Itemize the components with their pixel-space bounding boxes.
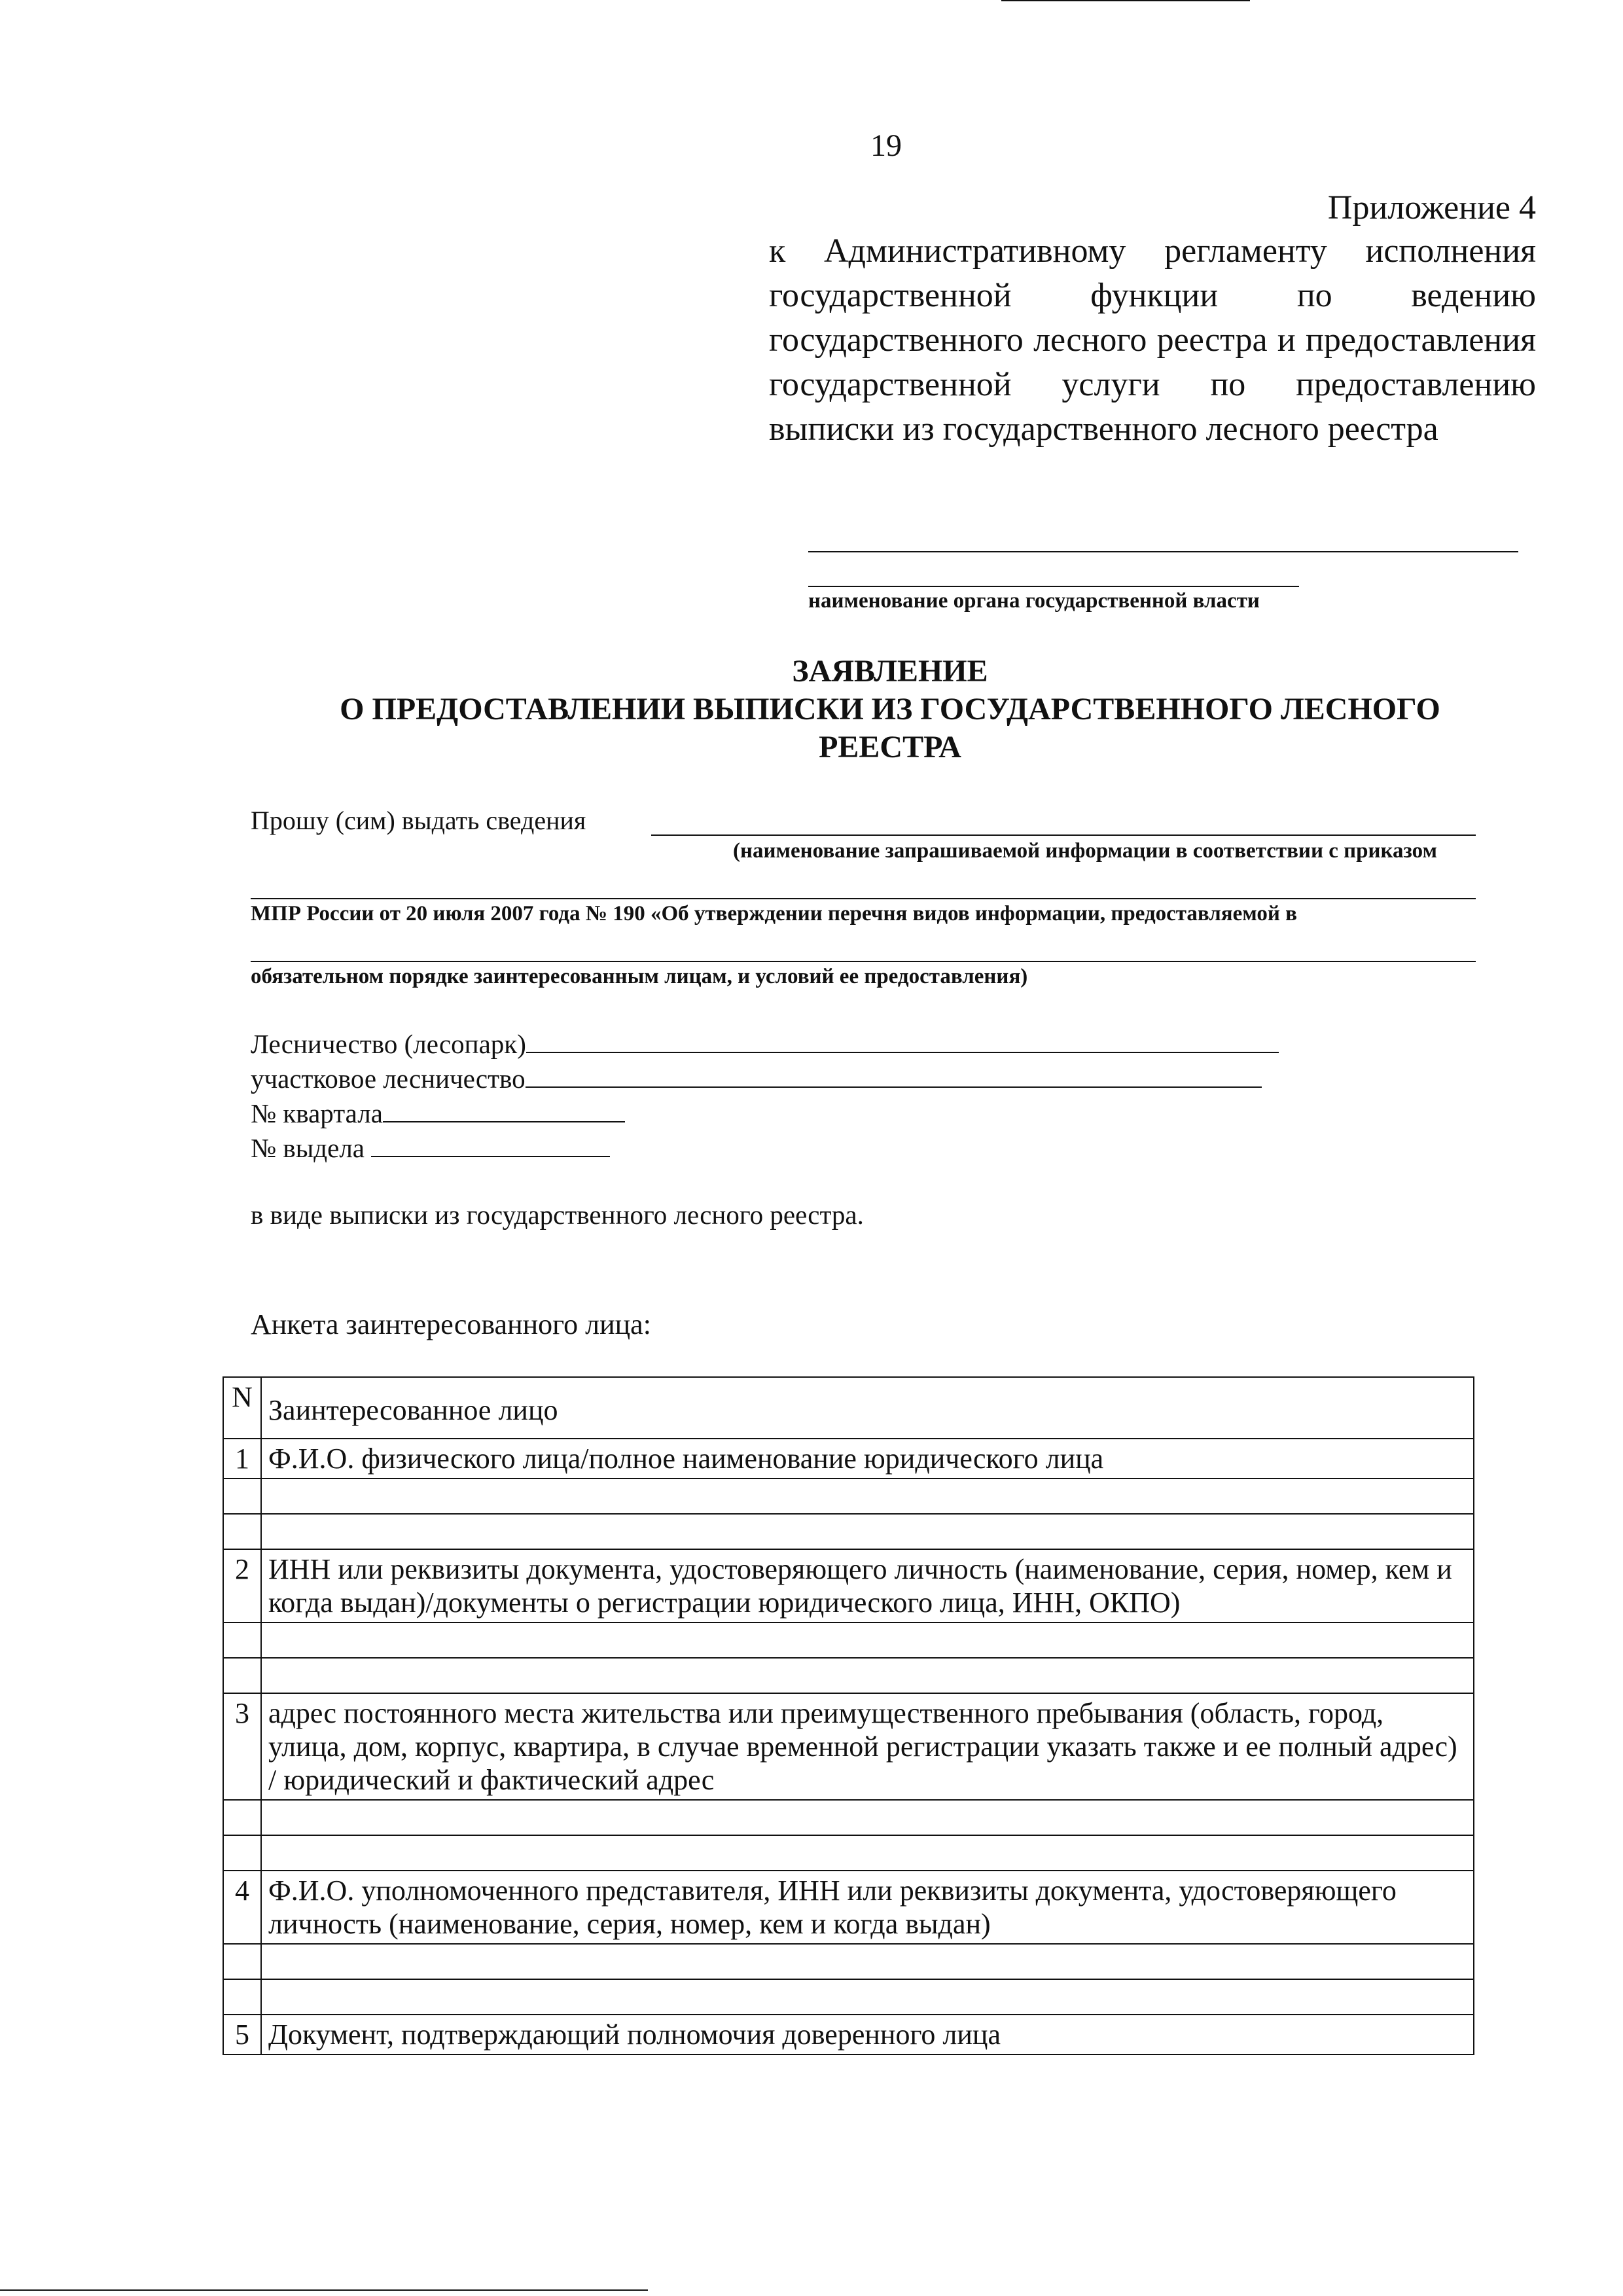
page-number: 19 [870, 128, 902, 163]
document-title-line2: О ПРЕДОСТАВЛЕНИИ ВЫПИСКИ ИЗ ГОСУДАРСТВЕННОГО ЛЕСНОГО [340, 692, 1440, 726]
row-text: Ф.И.О. уполномоченного представителя, ИНН или реквизиты документа, удостоверяющего личность (наименование, серия, номер, кем и когда выдан) [261, 1871, 1474, 1944]
statement-text: в виде выписки из государственного лесного реестра. [251, 1200, 864, 1230]
quarter-label: № квартала [251, 1098, 383, 1128]
table-row [223, 2015, 1474, 2054]
answer-row[interactable] [223, 1623, 1474, 1658]
questionnaire-table [223, 1376, 1474, 2055]
table-row [223, 1549, 1474, 1623]
row-num: 5 [223, 2015, 261, 2054]
table-row [223, 1439, 1474, 1479]
appendix-body: к Административному регламенту исполнения государственной функции по ведению государственного лесного реестра и предоставления государственной услуги по предоставлению выписки из государственного лесного реестра [769, 232, 1536, 448]
allotment-input-line[interactable] [371, 1130, 610, 1157]
authority-caption: наименование органа государственной власти [808, 589, 1260, 613]
request-line-3 [251, 961, 1476, 962]
scan-artifact-line [1001, 0, 1250, 1]
table-row [223, 1871, 1474, 1944]
answer-row[interactable] [223, 1658, 1474, 1693]
table-row [223, 1693, 1474, 1800]
row-num: 3 [223, 1693, 261, 1800]
district-forestry-input-line[interactable] [526, 1060, 1262, 1088]
row-text: ИНН или реквизиты документа, удостоверяющего личность (наименование, серия, номер, кем и когда выдан)/документы о регистрации юридического лица, ИНН, ОКПО) [261, 1549, 1474, 1623]
answer-row[interactable] [223, 1979, 1474, 2015]
forestry-label: Лесничество (лесопарк) [251, 1029, 526, 1059]
request-line-1 [651, 834, 1476, 836]
allotment-field [251, 1130, 610, 1164]
request-label: Прошу (сим) выдать сведения [251, 806, 586, 835]
answer-row[interactable] [223, 1800, 1474, 1835]
answer-row[interactable] [223, 1944, 1474, 1979]
district-forestry-label: участковое лесничество [251, 1064, 526, 1094]
row-text: Документ, подтверждающий полномочия доверенного лица [261, 2015, 1474, 2054]
answer-row[interactable] [223, 1514, 1474, 1549]
document-title-line1: ЗАЯВЛЕНИЕ [792, 654, 988, 689]
authority-line-2 [808, 586, 1299, 587]
forestry-field [251, 1026, 1279, 1060]
request-line-2 [251, 898, 1476, 899]
row-num: 1 [223, 1439, 261, 1479]
table-header-row [223, 1377, 1474, 1439]
authority-line-1 [808, 551, 1518, 552]
questionnaire-heading: Анкета заинтересованного лица: [251, 1308, 651, 1340]
row-text: Ф.И.О. физического лица/полное наименование юридического лица [261, 1439, 1474, 1479]
scan-artifact-line-bottom [0, 2289, 648, 2291]
request-caption-2: МПР России от 20 июля 2007 года № 190 «Об утверждении перечня видов информации, предоставляемой в [251, 902, 1297, 925]
district-forestry-field [251, 1060, 1262, 1094]
answer-row[interactable] [223, 1479, 1474, 1514]
col-name-header: Заинтересованное лицо [261, 1377, 1474, 1439]
document-title-line3: РЕЕСТРА [819, 730, 961, 764]
row-num: 2 [223, 1549, 261, 1623]
allotment-label: № выдела [251, 1133, 365, 1163]
appendix-title: Приложение 4 [1327, 189, 1536, 226]
forestry-input-line[interactable] [526, 1026, 1279, 1053]
quarter-field [251, 1095, 625, 1129]
row-num: 4 [223, 1871, 261, 1944]
col-num-header: N [223, 1377, 261, 1439]
answer-row[interactable] [223, 1835, 1474, 1871]
row-text: адрес постоянного места жительства или преимущественного пребывания (область, город, улица, дом, корпус, квартира, в случае временной регистрации указать также и ее полный адрес) / юридический и фактический адрес [261, 1693, 1474, 1800]
quarter-input-line[interactable] [383, 1095, 625, 1122]
request-caption-3: обязательном порядке заинтересованным лицам, и условий ее предоставления) [251, 965, 1028, 988]
request-caption-1: (наименование запрашиваемой информации в соответствии с приказом [733, 839, 1437, 863]
